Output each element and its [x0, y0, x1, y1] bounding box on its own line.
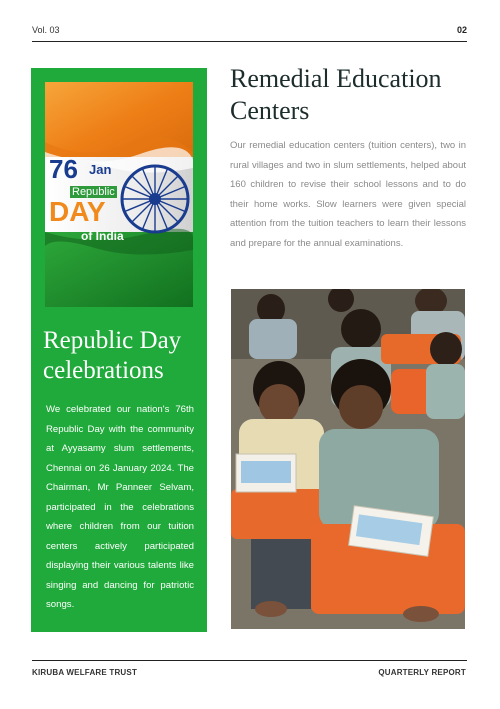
- flag-text-overlay: [45, 82, 193, 307]
- flag-of-india-text: of India: [81, 229, 124, 243]
- republic-day-flag-image: [45, 82, 193, 307]
- republic-day-panel: [31, 68, 207, 632]
- flag-day-text: DAY: [49, 196, 106, 227]
- children-studying-photo: [231, 289, 465, 629]
- report-type: QUARTERLY REPORT: [378, 668, 466, 677]
- photo-illustration: [231, 289, 465, 629]
- republic-day-heading: Republic Day celebrations: [43, 327, 182, 384]
- header-divider: [32, 41, 467, 42]
- flag-number-text: 76: [49, 154, 78, 184]
- volume-label: Vol. 03: [32, 25, 60, 35]
- footer-divider: [32, 660, 467, 661]
- remedial-paragraph: Our remedial education centers (tuition centers), two in rural villages and two in slum settlements, helped about 160 children to revise their school lessons and to do their home works. Slow learners were given special attention from the tuition teachers to learn their lessons and prepare for the annual examinations.: [230, 140, 466, 249]
- page-number: 02: [456, 25, 467, 35]
- republic-day-paragraph: We celebrated our nation's 76th Republic Day with the community at Ayyasamy slum settlements, Chennai on 26 January 2024. The Chairman, Mr Panneer Selvam, participated in the celebrations where children from our tuition centers actively participated displaying their various talents like singing and dancing for patriotic songs.: [46, 404, 194, 610]
- flag-republic-text: Republic: [72, 186, 115, 198]
- flag-month-text: Jan: [89, 162, 112, 177]
- remedial-heading: Remedial Education Centers: [230, 64, 442, 125]
- organization-name: KIRUBA WELFARE TRUST: [32, 668, 138, 677]
